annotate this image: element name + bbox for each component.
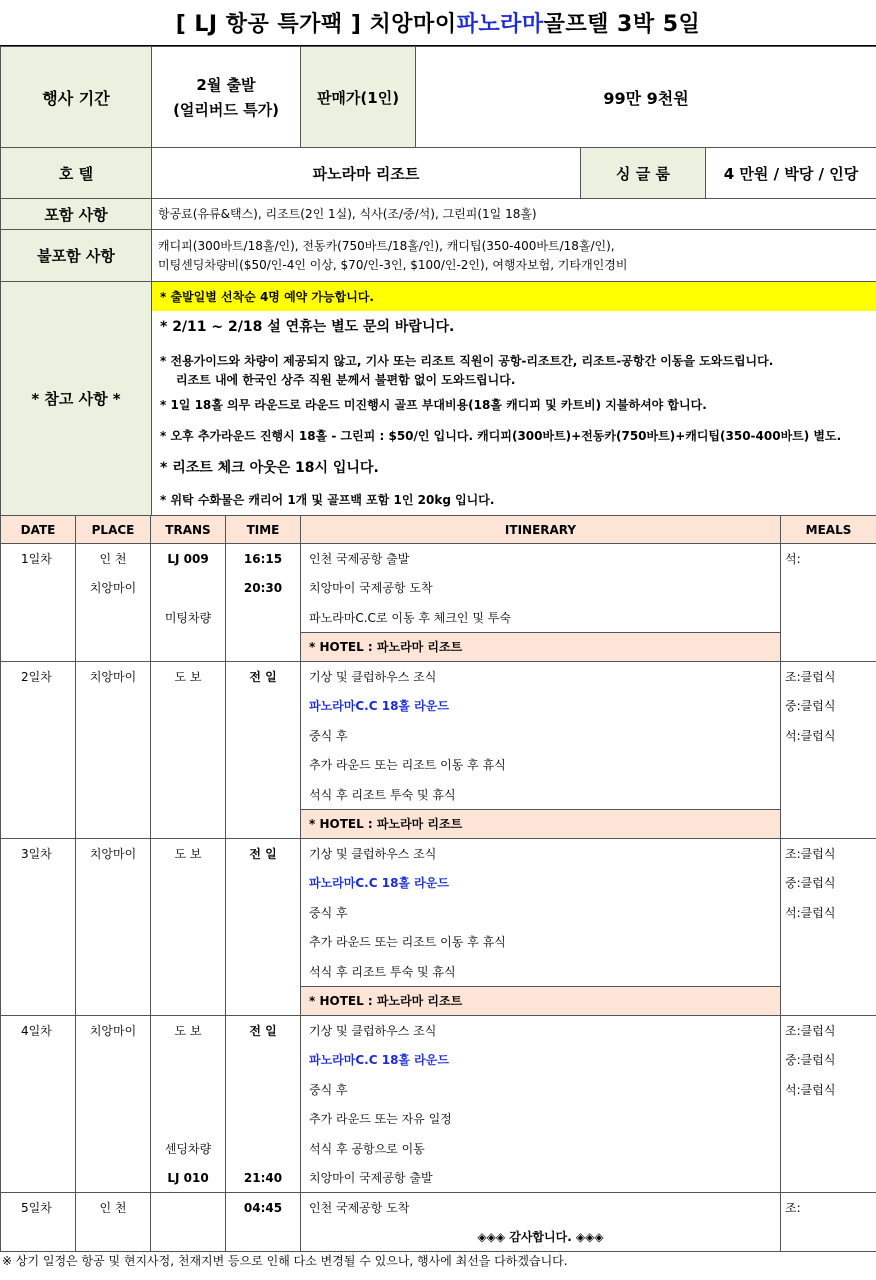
place-cell bbox=[76, 898, 151, 928]
time-cell bbox=[226, 1104, 301, 1134]
info-table bbox=[0, 46, 876, 516]
day-cell bbox=[1, 691, 76, 721]
day-cell bbox=[1, 1134, 76, 1164]
time-cell: 전 일 bbox=[226, 839, 301, 869]
itinerary-row bbox=[1, 1075, 876, 1105]
time-cell bbox=[226, 957, 301, 987]
day-cell bbox=[1, 721, 76, 751]
meal-cell bbox=[781, 1104, 876, 1134]
day-cell bbox=[1, 750, 76, 780]
itinerary-header-row bbox=[1, 516, 876, 544]
trans-cell bbox=[151, 957, 226, 987]
itinerary-text-cell bbox=[301, 691, 781, 721]
day-cell bbox=[1, 632, 76, 662]
price-label: 판매가(1인) bbox=[301, 47, 416, 148]
itinerary-text-cell bbox=[301, 868, 781, 898]
trans-cell bbox=[151, 1045, 226, 1075]
meal-cell: 석:클럽식 bbox=[781, 898, 876, 928]
itinerary-row bbox=[1, 1134, 876, 1164]
notes-label: * 참고 사항 * bbox=[1, 282, 152, 516]
place-cell: 치앙마이 bbox=[76, 662, 151, 692]
itinerary-text-cell: 중식 후 bbox=[301, 1075, 781, 1105]
trans-cell: 도 보 bbox=[151, 839, 226, 869]
itinerary-text-cell: 기상 및 클럽하우스 조식 bbox=[301, 662, 781, 692]
trans-cell bbox=[151, 1193, 226, 1223]
time-cell: 20:30 bbox=[226, 573, 301, 603]
trans-cell bbox=[151, 986, 226, 1016]
note-item: * 2/11 ~ 2/18 설 연휴는 별도 문의 바랍니다. bbox=[160, 319, 455, 335]
price-value: 99만 9천원 bbox=[416, 47, 876, 148]
meal-cell bbox=[781, 1222, 876, 1252]
itinerary-row bbox=[1, 1045, 876, 1075]
place-cell: 치앙마이 bbox=[76, 839, 151, 869]
itinerary-text-cell: 치앙마이 국제공항 출발 bbox=[301, 1163, 781, 1193]
time-cell bbox=[226, 868, 301, 898]
header-time: TIME bbox=[226, 516, 301, 544]
itinerary-table bbox=[0, 515, 876, 1252]
place-cell bbox=[76, 632, 151, 662]
itinerary-row bbox=[1, 662, 876, 692]
time-cell: 21:40 bbox=[226, 1163, 301, 1193]
note-item: * 오후 추가라운드 진행시 18홀 - 그린피 : $50/인 입니다. 캐디피(300바트)+전동카(750바트)+캐디팁(350-400바트) 별도. bbox=[160, 429, 842, 443]
time-cell: 전 일 bbox=[226, 1016, 301, 1046]
meal-cell: 중:클럽식 bbox=[781, 1045, 876, 1075]
day-cell: 3일차 bbox=[1, 839, 76, 869]
place-cell bbox=[76, 1134, 151, 1164]
note-item: * 1일 18홀 의무 라운드로 라운드 미진행시 골프 부대비용(18홀 캐디피 및 카트비) 지불하셔야 합니다. bbox=[160, 398, 707, 412]
place-cell bbox=[76, 1045, 151, 1075]
day-cell bbox=[1, 809, 76, 839]
note-item: * 리조트 체크 아웃은 18시 입니다. bbox=[160, 460, 379, 476]
place-cell bbox=[76, 750, 151, 780]
included-value: 항공료(유류&택스), 리조트(2인 1실), 식사(조/중/석), 그린피(1일 18홀) bbox=[152, 199, 876, 230]
note-item: 리조트 내에 한국인 상주 직원 분께서 불편함 없이 도와드립니다. bbox=[176, 372, 516, 387]
itinerary-text-cell: 중식 후 bbox=[301, 898, 781, 928]
day-cell bbox=[1, 1075, 76, 1105]
itinerary-text-cell: 기상 및 클럽하우스 조식 bbox=[301, 1016, 781, 1046]
itinerary-row bbox=[1, 603, 876, 633]
round-text: 파노라마C.C 18홀 라운드 bbox=[309, 1053, 449, 1068]
header-meals: MEALS bbox=[781, 516, 876, 544]
title-prefix: [ LJ 항공 특가팩 ] 치앙마이 bbox=[175, 12, 457, 37]
itinerary-row bbox=[1, 927, 876, 957]
time-cell bbox=[226, 809, 301, 839]
day-cell: 5일차 bbox=[1, 1193, 76, 1223]
hotel-row-cell: * HOTEL : 파노라마 리조트 bbox=[301, 632, 781, 662]
period-label: 행사 기간 bbox=[1, 47, 152, 148]
meal-cell bbox=[781, 809, 876, 839]
itinerary-row bbox=[1, 1016, 876, 1046]
trans-cell bbox=[151, 691, 226, 721]
itinerary-text-cell: 추가 라운드 또는 리조트 이동 후 휴식 bbox=[301, 927, 781, 957]
trans-cell bbox=[151, 750, 226, 780]
itinerary-text-cell: 치앙마이 국제공항 도착 bbox=[301, 573, 781, 603]
time-cell bbox=[226, 632, 301, 662]
note-item: * 출발일별 선착순 4명 예약 가능합니다. bbox=[152, 282, 876, 311]
itinerary-row bbox=[1, 780, 876, 810]
hotel-row-cell: * HOTEL : 파노라마 리조트 bbox=[301, 809, 781, 839]
header-date: DATE bbox=[1, 516, 76, 544]
place-cell bbox=[76, 1075, 151, 1105]
included-label: 포함 사항 bbox=[1, 199, 152, 230]
day-cell bbox=[1, 1104, 76, 1134]
meal-cell bbox=[781, 927, 876, 957]
title-highlight: 파노라마 bbox=[456, 12, 544, 37]
place-cell bbox=[76, 957, 151, 987]
meal-cell bbox=[781, 1163, 876, 1193]
day-cell bbox=[1, 603, 76, 633]
itinerary-row bbox=[1, 573, 876, 603]
period-value-1: 2월 출발 bbox=[196, 76, 256, 94]
itinerary-row bbox=[1, 868, 876, 898]
itinerary-text-cell: 추가 라운드 또는 리조트 이동 후 휴식 bbox=[301, 750, 781, 780]
day-cell: 1일차 bbox=[1, 544, 76, 574]
meal-cell: 조: bbox=[781, 1193, 876, 1223]
day-cell: 2일차 bbox=[1, 662, 76, 692]
day-cell bbox=[1, 868, 76, 898]
notes-list bbox=[152, 282, 876, 516]
itinerary-row bbox=[1, 1163, 876, 1193]
place-cell bbox=[76, 721, 151, 751]
trans-cell bbox=[151, 721, 226, 751]
trans-cell bbox=[151, 1222, 226, 1252]
meal-cell bbox=[781, 957, 876, 987]
trans-cell: 도 보 bbox=[151, 1016, 226, 1046]
place-cell bbox=[76, 1222, 151, 1252]
place-cell bbox=[76, 986, 151, 1016]
itinerary-row bbox=[1, 839, 876, 869]
trans-cell bbox=[151, 898, 226, 928]
itinerary-text-cell: ◈◈◈ 감사합니다. ◈◈◈ bbox=[301, 1222, 781, 1252]
meal-cell bbox=[781, 750, 876, 780]
trans-cell bbox=[151, 809, 226, 839]
day-cell bbox=[1, 986, 76, 1016]
document-title bbox=[0, 0, 876, 46]
trans-cell bbox=[151, 1075, 226, 1105]
trans-cell bbox=[151, 573, 226, 603]
trans-cell bbox=[151, 632, 226, 662]
meal-cell: 석:클럽식 bbox=[781, 721, 876, 751]
day-cell bbox=[1, 1222, 76, 1252]
meal-cell: 중:클럽식 bbox=[781, 868, 876, 898]
time-cell: 04:45 bbox=[226, 1193, 301, 1223]
place-cell bbox=[76, 1163, 151, 1193]
time-cell bbox=[226, 986, 301, 1016]
itinerary-text-cell: 기상 및 클럽하우스 조식 bbox=[301, 839, 781, 869]
trans-cell: 미팅차량 bbox=[151, 603, 226, 633]
time-cell bbox=[226, 721, 301, 751]
time-cell bbox=[226, 1134, 301, 1164]
time-cell bbox=[226, 898, 301, 928]
place-cell bbox=[76, 868, 151, 898]
trans-cell: LJ 010 bbox=[151, 1163, 226, 1193]
itinerary-text-cell: 인천 국제공항 도착 bbox=[301, 1193, 781, 1223]
itinerary-row bbox=[1, 1104, 876, 1134]
place-cell bbox=[76, 927, 151, 957]
time-cell bbox=[226, 1075, 301, 1105]
time-cell bbox=[226, 750, 301, 780]
day-cell bbox=[1, 898, 76, 928]
itinerary-row bbox=[1, 544, 876, 574]
itinerary-row bbox=[1, 632, 876, 662]
trans-cell bbox=[151, 1104, 226, 1134]
place-cell: 인 천 bbox=[76, 1193, 151, 1223]
itinerary-row bbox=[1, 986, 876, 1016]
itinerary-row bbox=[1, 898, 876, 928]
itinerary-text-cell bbox=[301, 1045, 781, 1075]
time-cell bbox=[226, 1045, 301, 1075]
itinerary-row bbox=[1, 1193, 876, 1223]
meal-cell: 조:클럽식 bbox=[781, 839, 876, 869]
itinerary-text-cell: 파노라마C.C로 이동 후 체크인 및 투숙 bbox=[301, 603, 781, 633]
hotel-value: 파노라마 리조트 bbox=[152, 148, 581, 199]
meal-cell: 중:클럽식 bbox=[781, 691, 876, 721]
period-value-2: (얼리버드 특가) bbox=[173, 101, 279, 119]
time-cell bbox=[226, 780, 301, 810]
place-cell: 치앙마이 bbox=[76, 573, 151, 603]
meal-cell: 석: bbox=[781, 544, 876, 574]
place-cell: 치앙마이 bbox=[76, 1016, 151, 1046]
place-cell bbox=[76, 691, 151, 721]
day-cell bbox=[1, 957, 76, 987]
period-value bbox=[152, 47, 301, 148]
note-item: * 전용가이드와 차량이 제공되지 않고, 기사 또는 리조트 직원이 공항-리조트간, 리조트-공항간 이동을 도와드립니다. bbox=[160, 354, 774, 368]
hotel-label: 호 텔 bbox=[1, 148, 152, 199]
itinerary-row bbox=[1, 809, 876, 839]
time-cell: 16:15 bbox=[226, 544, 301, 574]
meal-cell bbox=[781, 780, 876, 810]
excluded-value-2: 미팅센딩차량비($50/인-4인 이상, $70/인-3인, $100/인-2인), 여행자보험, 기타개인경비 bbox=[158, 257, 628, 272]
itinerary-row bbox=[1, 750, 876, 780]
header-place: PLACE bbox=[76, 516, 151, 544]
meal-cell bbox=[781, 632, 876, 662]
time-cell bbox=[226, 691, 301, 721]
place-cell bbox=[76, 603, 151, 633]
time-cell bbox=[226, 927, 301, 957]
day-cell bbox=[1, 1045, 76, 1075]
itinerary-text-cell: 석식 후 공항으로 이동 bbox=[301, 1134, 781, 1164]
excluded-value-1: 캐디피(300바트/18홀/인), 전동카(750바트/18홀/인), 캐디팁(350-400바트/18홀/인), bbox=[158, 238, 615, 253]
trans-cell bbox=[151, 868, 226, 898]
place-cell bbox=[76, 809, 151, 839]
meal-cell bbox=[781, 603, 876, 633]
meal-cell bbox=[781, 986, 876, 1016]
day-cell: 4일차 bbox=[1, 1016, 76, 1046]
meal-cell: 조:클럽식 bbox=[781, 1016, 876, 1046]
itinerary-text-cell: 추가 라운드 또는 자유 일정 bbox=[301, 1104, 781, 1134]
place-cell: 인 천 bbox=[76, 544, 151, 574]
itinerary-row bbox=[1, 721, 876, 751]
trans-cell: 도 보 bbox=[151, 662, 226, 692]
itinerary-row bbox=[1, 1222, 876, 1252]
day-cell bbox=[1, 780, 76, 810]
trans-cell bbox=[151, 780, 226, 810]
excluded-value bbox=[152, 230, 876, 282]
day-cell bbox=[1, 573, 76, 603]
itinerary-row bbox=[1, 691, 876, 721]
time-cell: 전 일 bbox=[226, 662, 301, 692]
day-cell bbox=[1, 1163, 76, 1193]
meal-cell bbox=[781, 573, 876, 603]
itinerary-text-cell: 석식 후 리조트 투숙 및 휴식 bbox=[301, 957, 781, 987]
day-cell bbox=[1, 927, 76, 957]
header-trans: TRANS bbox=[151, 516, 226, 544]
note-item: * 위탁 수화물은 캐리어 1개 및 골프백 포함 1인 20kg 입니다. bbox=[160, 492, 495, 507]
place-cell bbox=[76, 780, 151, 810]
hotel-row-cell: * HOTEL : 파노라마 리조트 bbox=[301, 986, 781, 1016]
excluded-label: 불포함 사항 bbox=[1, 230, 152, 282]
time-cell bbox=[226, 603, 301, 633]
single-room-value: 4 만원 / 박당 / 인당 bbox=[706, 148, 876, 199]
meal-cell: 석:클럽식 bbox=[781, 1075, 876, 1105]
itinerary-row bbox=[1, 957, 876, 987]
trans-cell: LJ 009 bbox=[151, 544, 226, 574]
trans-cell bbox=[151, 927, 226, 957]
itinerary-text-cell: 중식 후 bbox=[301, 721, 781, 751]
round-text: 파노라마C.C 18홀 라운드 bbox=[309, 699, 449, 714]
itinerary-text-cell: 석식 후 리조트 투숙 및 휴식 bbox=[301, 780, 781, 810]
meal-cell: 조:클럽식 bbox=[781, 662, 876, 692]
single-room-label: 싱 글 룸 bbox=[581, 148, 706, 199]
footnote: ※ 상기 일정은 항공 및 현지사정, 천재지변 등으로 인해 다소 변경될 수 있으나, 행사에 최선을 다하겠습니다. bbox=[2, 1254, 568, 1268]
trans-cell: 센딩차량 bbox=[151, 1134, 226, 1164]
itinerary-text-cell: 인천 국제공항 출발 bbox=[301, 544, 781, 574]
round-text: 파노라마C.C 18홀 라운드 bbox=[309, 876, 449, 891]
header-itinerary: ITINERARY bbox=[301, 516, 781, 544]
title-suffix: 골프텔 3박 5일 bbox=[543, 12, 701, 37]
place-cell bbox=[76, 1104, 151, 1134]
time-cell bbox=[226, 1222, 301, 1252]
meal-cell bbox=[781, 1134, 876, 1164]
